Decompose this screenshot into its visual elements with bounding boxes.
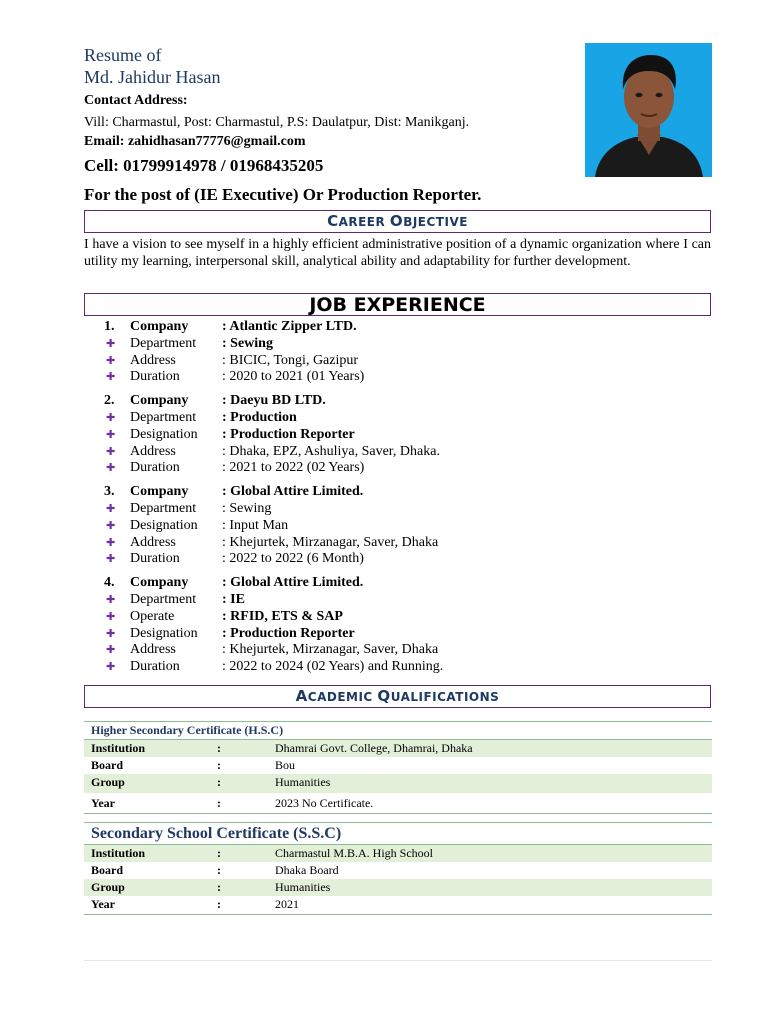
job-row-value: : Production <box>222 409 297 425</box>
job-row-label: Address <box>130 443 176 459</box>
job-row-value: : Dhaka, EPZ, Ashuliya, Saver, Dhaka. <box>222 443 440 459</box>
job-row-value: : Production Reporter <box>222 426 355 442</box>
resume-title <box>84 44 220 88</box>
row-value: Bou <box>275 758 296 772</box>
job-row-label: Department <box>130 409 197 425</box>
job-row-value: : Khejurtek, Mirzanagar, Saver, Dhaka <box>222 642 439 658</box>
job-row <box>84 319 714 336</box>
career-objective-text: I have a vision to see myself in a highly efficient administrative position of a dynamic organization where I can utility my learning, interpersonal skill, analytical ability and adaptability for further development. <box>84 237 711 269</box>
heading-cap: C <box>327 212 339 230</box>
job-row-value: : 2022 to 2022 (6 Month) <box>222 551 364 567</box>
job-row-label: Address <box>130 352 176 368</box>
job-entry <box>84 393 714 477</box>
ssc-title: Secondary School Certificate (S.S.C) <box>84 822 712 844</box>
job-row <box>84 393 714 410</box>
row-colon: : <box>217 880 221 894</box>
bullet-icon: ✚ <box>106 519 116 532</box>
job-row-value: : RFID, ETS & SAP <box>222 608 343 624</box>
job-row <box>84 369 714 386</box>
job-row <box>84 575 714 592</box>
job-row-label: Duration <box>130 659 180 675</box>
row-value: Charmastul M.B.A. High School <box>275 846 433 860</box>
row-colon: : <box>217 897 221 911</box>
table-row <box>84 844 712 862</box>
job-row-value: : Daeyu BD LTD. <box>222 393 326 409</box>
job-number: 3. <box>104 484 115 500</box>
job-row <box>84 336 714 353</box>
job-row <box>84 642 714 659</box>
row-value: 2021 <box>275 897 299 911</box>
job-row-value: : Global Attire Limited. <box>222 575 364 591</box>
bullet-icon: ✚ <box>106 593 116 606</box>
job-row <box>84 444 714 461</box>
heading-rest: BJECTIVE <box>403 215 468 229</box>
ssc-table <box>84 822 712 915</box>
bullet-icon: ✚ <box>106 610 116 623</box>
job-row-label: Designation <box>130 625 198 641</box>
job-row-value: : 2021 to 2022 (02 Years) <box>222 460 365 476</box>
bullet-icon: ✚ <box>106 627 116 640</box>
job-row <box>84 592 714 609</box>
heading-rest: AREER <box>338 215 390 229</box>
table-row <box>84 862 712 879</box>
post-applied: For the post of (IE Executive) Or Production Reporter. <box>84 185 482 204</box>
heading-rest: CADEMIC <box>307 690 378 704</box>
heading-cap: A <box>295 687 308 705</box>
table-row <box>84 793 712 814</box>
resume-of-label: Resume of <box>84 45 162 65</box>
cell-phone: Cell: 01799914978 / 01968435205 <box>84 156 324 175</box>
job-row-label: Address <box>130 534 176 550</box>
row-colon: : <box>217 846 221 860</box>
job-row-value: : Sewing <box>222 500 272 516</box>
bullet-icon: ✚ <box>106 354 116 367</box>
job-experience-heading: JOB EXPERIENCE <box>84 293 711 316</box>
job-row-value: : Sewing <box>222 335 273 351</box>
heading-rest: UALIFICATIONS <box>390 690 500 704</box>
email: Email: zahidhasan77776@gmail.com <box>84 134 306 149</box>
job-row <box>84 609 714 626</box>
job-row-value: : Input Man <box>222 517 289 533</box>
row-label: Year <box>91 897 115 911</box>
job-row <box>84 535 714 552</box>
contact-address: Vill: Charmastul, Post: Charmastul, P.S: Daulatpur, Dist: Manikganj. <box>84 115 470 130</box>
job-number: 4. <box>104 575 115 591</box>
row-label: Group <box>91 880 125 894</box>
row-label: Board <box>91 758 124 772</box>
job-row-label: Duration <box>130 460 180 476</box>
job-number: 2. <box>104 393 115 409</box>
bullet-icon: ✚ <box>106 644 116 657</box>
job-entry <box>84 484 714 568</box>
job-row-label: Designation <box>130 426 198 442</box>
job-row-label: Company <box>130 484 189 500</box>
job-row-label: Department <box>130 500 197 516</box>
job-row <box>84 353 714 370</box>
job-row-value: : Global Attire Limited. <box>222 484 364 500</box>
bullet-icon: ✚ <box>106 411 116 424</box>
job-row-value: : IE <box>222 591 245 607</box>
job-row <box>84 460 714 477</box>
job-entry <box>84 319 714 386</box>
row-value: 2023 No Certificate. <box>275 796 374 810</box>
job-row-label: Designation <box>130 517 198 533</box>
job-row-value: : BICIC, Tongi, Gazipur <box>222 352 359 368</box>
job-row-label: Company <box>130 319 189 334</box>
row-colon: : <box>217 796 221 810</box>
footer-divider <box>84 960 712 961</box>
row-colon: : <box>217 863 221 877</box>
job-row-label: Department <box>130 335 197 351</box>
table-row <box>84 739 712 757</box>
row-value: Dhamrai Govt. College, Dhamrai, Dhaka <box>275 741 473 755</box>
row-colon: : <box>217 741 221 755</box>
job-row-value: : Khejurtek, Mirzanagar, Saver, Dhaka <box>222 534 439 550</box>
career-objective-heading <box>84 210 711 233</box>
row-colon: : <box>217 775 221 789</box>
job-row-label: Department <box>130 591 197 607</box>
job-row-value: : 2020 to 2021 (01 Years) <box>222 369 365 385</box>
table-row <box>84 757 712 774</box>
job-row <box>84 659 714 676</box>
bullet-icon: ✚ <box>106 371 116 384</box>
job-row <box>84 501 714 518</box>
job-row-value: : Atlantic Zipper LTD. <box>222 319 357 334</box>
table-row <box>84 896 712 915</box>
bullet-icon: ✚ <box>106 445 116 458</box>
bullet-icon: ✚ <box>106 502 116 515</box>
bullet-icon: ✚ <box>106 337 116 350</box>
hsc-title: Higher Secondary Certificate (H.S.C) <box>84 721 712 739</box>
job-row-label: Company <box>130 393 189 409</box>
bullet-icon: ✚ <box>106 428 116 441</box>
heading-cap: O <box>389 212 404 230</box>
row-colon: : <box>217 758 221 772</box>
row-label: Board <box>91 863 124 877</box>
academic-qualifications-heading <box>84 685 711 708</box>
bullet-icon: ✚ <box>106 536 116 549</box>
contact-heading: Contact Address: <box>84 93 188 108</box>
profile-photo <box>585 43 712 177</box>
heading-cap: Q <box>377 687 391 705</box>
job-row <box>84 551 714 568</box>
table-row <box>84 879 712 896</box>
row-label: Group <box>91 775 125 789</box>
job-list <box>84 319 714 683</box>
job-row <box>84 410 714 427</box>
row-value: Humanities <box>275 775 331 789</box>
job-row <box>84 626 714 643</box>
job-row-value: : Production Reporter <box>222 625 355 641</box>
bullet-icon: ✚ <box>106 661 116 674</box>
job-row-label: Duration <box>130 551 180 567</box>
job-row-label: Address <box>130 642 176 658</box>
job-row-label: Operate <box>130 608 175 624</box>
hsc-table <box>84 721 712 814</box>
row-label: Year <box>91 796 115 810</box>
job-row-label: Company <box>130 575 189 591</box>
job-number: 1. <box>104 319 115 334</box>
candidate-name: Md. Jahidur Hasan <box>84 67 221 87</box>
job-row <box>84 518 714 535</box>
row-label: Institution <box>91 846 146 860</box>
job-entry <box>84 575 714 676</box>
row-label: Institution <box>91 741 146 755</box>
job-row-value: : 2022 to 2024 (02 Years) and Running. <box>222 659 444 675</box>
row-value: Humanities <box>275 880 331 894</box>
row-value: Dhaka Board <box>275 863 339 877</box>
bullet-icon: ✚ <box>106 462 116 475</box>
job-row <box>84 427 714 444</box>
table-row <box>84 774 712 793</box>
job-row-label: Duration <box>130 369 180 385</box>
bullet-icon: ✚ <box>106 553 116 566</box>
job-row <box>84 484 714 501</box>
